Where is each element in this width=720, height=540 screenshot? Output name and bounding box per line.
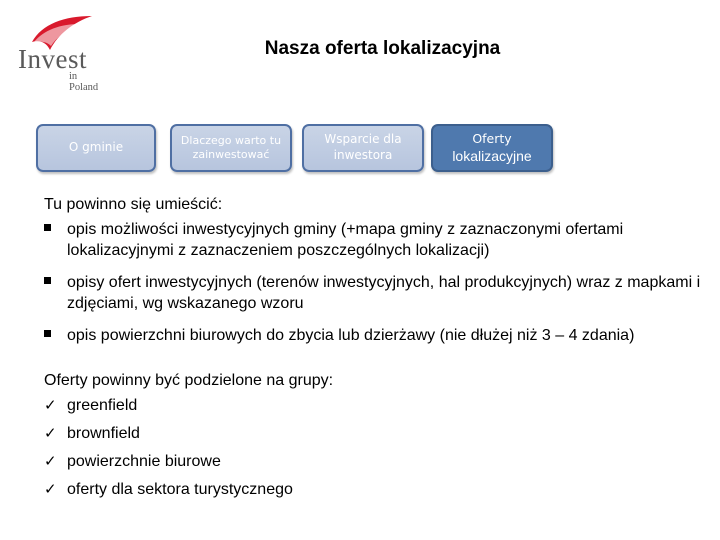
group-text: powierzchnie biurowe — [67, 453, 221, 470]
group-text: brownfield — [67, 425, 140, 442]
tab-label: Wsparcie dla inwestora — [324, 132, 402, 162]
checkmark-icon: ✓ — [44, 425, 57, 442]
tab-o-gminie[interactable] — [36, 124, 156, 172]
tab-label-line2: lokalizacyjne — [452, 148, 532, 165]
group-text: oferty dla sektora turystycznego — [67, 481, 293, 498]
bullet-text: opis możliwości inwestycyjnych gminy (+mapa gminy z zaznaczonymi ofertami lokalizacyjnymi z zaznaczeniem poszczególnych lokalizacji) — [67, 221, 624, 259]
bullet-text: opis powierzchni biurowych do zbycia lub dzierżawy (nie dłużej niż 3 – 4 zdania) — [67, 327, 635, 344]
tab-label: O gminie — [68, 140, 124, 155]
bullet-item — [44, 272, 704, 314]
checkmark-icon: ✓ — [44, 453, 57, 470]
square-bullet-icon — [44, 330, 51, 337]
content-body — [44, 194, 704, 507]
tab-oferty-lokalizacyjne[interactable] — [431, 124, 553, 172]
page-title: Nasza oferta lokalizacyjna — [264, 38, 501, 59]
bullet-item — [44, 219, 704, 261]
tab-dlaczego-warto[interactable] — [170, 124, 292, 172]
tab-label-line1: Oferty — [472, 130, 512, 146]
bullet-text: opisy ofert inwestycyjnych (terenów inwestycyjnych, hal produkcyjnych) wraz z mapkami i zdjęciami, wg wskazanego wzoru — [67, 274, 701, 312]
checkmark-icon: ✓ — [44, 481, 57, 498]
logo-wordmark: Invest — [18, 44, 87, 74]
logo-subtitle: in Poland — [69, 71, 99, 93]
bullet-item — [44, 325, 704, 346]
tab-wsparcie-dla-inwestora[interactable] — [302, 124, 424, 172]
tab-label: Dlaczego warto tu zainwestować — [180, 133, 282, 161]
square-bullet-icon — [44, 224, 51, 231]
intro-text: Tu powinno się umieścić: — [44, 196, 223, 213]
group-item — [44, 479, 704, 500]
group-item — [44, 395, 704, 416]
groups-title: Oferty powinny być podzielone na grupy: — [44, 372, 334, 389]
checkmark-icon: ✓ — [44, 397, 57, 414]
square-bullet-icon — [44, 277, 51, 284]
group-item — [44, 451, 704, 472]
group-item — [44, 423, 704, 444]
groups-section — [44, 370, 704, 500]
group-text: greenfield — [67, 397, 138, 414]
